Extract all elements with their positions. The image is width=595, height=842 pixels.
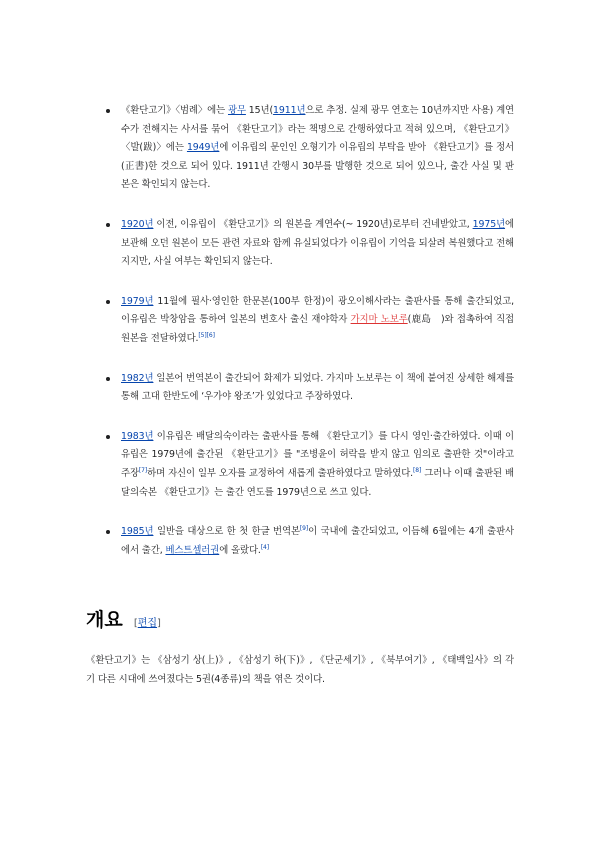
- list-item: 1982년 일본어 번역본이 출간되어 화제가 되었다. 가지마 노보루는 이 책에 붙여진 상세한 해제를 통해 고대 한반도에 ‘우가야 왕조’가 있었다고 주장하였다.: [104, 370, 514, 407]
- footnote-ref[interactable]: [5][6]: [198, 331, 215, 339]
- list-item: 1985년 일반을 대상으로 한 첫 한글 번역본[9]이 국내에 출간되었고, 이듬해 6월에는 4개 출판사에서 출간, 베스트셀러권에 올랐다.[4]: [104, 523, 514, 560]
- link-1982[interactable]: 1982년: [121, 372, 154, 384]
- overview-paragraph: 《환단고기》는 《삼성기 상(上)》, 《삼성기 하(下)》, 《단군세기》, 《북부여기》, 《태백일사》의 각기 다른 시대에 쓰여졌다는 5권(4종류)의 책을 엮은 것이다.: [86, 655, 514, 685]
- list-item: 1979년 11월에 필사·영인한 한문본(100부 한정)이 광오이해사라는 출판사를 통해 출간되었고, 이유립은 박창암을 통하여 일본의 변호사 출신 재야학자 가지마 노보루(鹿島 )와 접촉하여 직접 원본을 전달하였다.[5][6]: [104, 293, 514, 349]
- link-1949[interactable]: 1949년: [186, 142, 220, 154]
- footnote-ref[interactable]: [9]: [299, 525, 309, 533]
- history-list: [104, 102, 514, 581]
- link-1911[interactable]: 1911년: [273, 105, 306, 116]
- footnote-ref[interactable]: [4]: [260, 543, 270, 551]
- link-1983[interactable]: 1983년: [121, 430, 154, 442]
- footnote-ref[interactable]: [7]: [138, 466, 148, 474]
- edit-section: [편집]: [133, 618, 161, 629]
- footnote-ref[interactable]: [8]: [413, 466, 422, 474]
- link-bestseller[interactable]: 베스트셀러권: [165, 544, 220, 556]
- section-heading: [86, 605, 516, 632]
- link-gwangmu[interactable]: 광무: [227, 105, 246, 116]
- list-item: 1983년 이유립은 배달의숙이라는 출판사를 통해 《환단고기》를 다시 영인·출간하였다. 이때 이유립은 1979년에 출간된 《환단고기》를 "조병윤이 허락을 받지 않고 임의로 출판한 것"이라고 주장[7]하며 자신이 일부 오자를 교정하여 새롭게 출판하였다고 말하였다.[8] 그러나 이때 출판된 배달의숙본 《환단고기》는 출간 연도를 1979년으로 쓰고 있다.: [104, 428, 514, 502]
- link-kashima-noboru[interactable]: 가지마 노보루: [350, 314, 408, 326]
- list-item: 1920년 이전, 이유립이 《환단고기》의 원본을 계연수(~ 1920년)로부터 건네받았고, 1975년에 보관해 오던 원본이 모든 관련 자료와 함께 유실되었다가 이유립이 기억을 되살려 복원했다고 전해지지만, 사실 여부는 확인되지 않는다.: [104, 216, 514, 272]
- link-1985[interactable]: 1985년: [121, 526, 154, 538]
- edit-link[interactable]: 편집: [137, 618, 158, 629]
- link-1979[interactable]: 1979년: [121, 295, 154, 307]
- link-1975[interactable]: 1975년: [472, 218, 506, 230]
- list-item: 《환단고기》〈범례〉에는 광무 15년(1911년으로 추정. 실제 광무 연호는 10년까지만 사용) 계연수가 전해지는 사서를 묶어 《환단고기》라는 책명으로 간행하였다고 적혀 있으며, 《환단고기》〈발(跋)〉에는 1949년에 이유립의 문인인 오형기가 이유립의 부탁을 받아 《환단고기》를 정서(正書)한 것으로 되어 있다. 1911년 간행시 30부를 발행한 것으로 되어 있으나, 출간 사실 및 판본은 확인되지 않는다.: [104, 102, 514, 195]
- section-title: 개요: [86, 609, 123, 631]
- link-1920[interactable]: 1920년: [121, 218, 154, 230]
